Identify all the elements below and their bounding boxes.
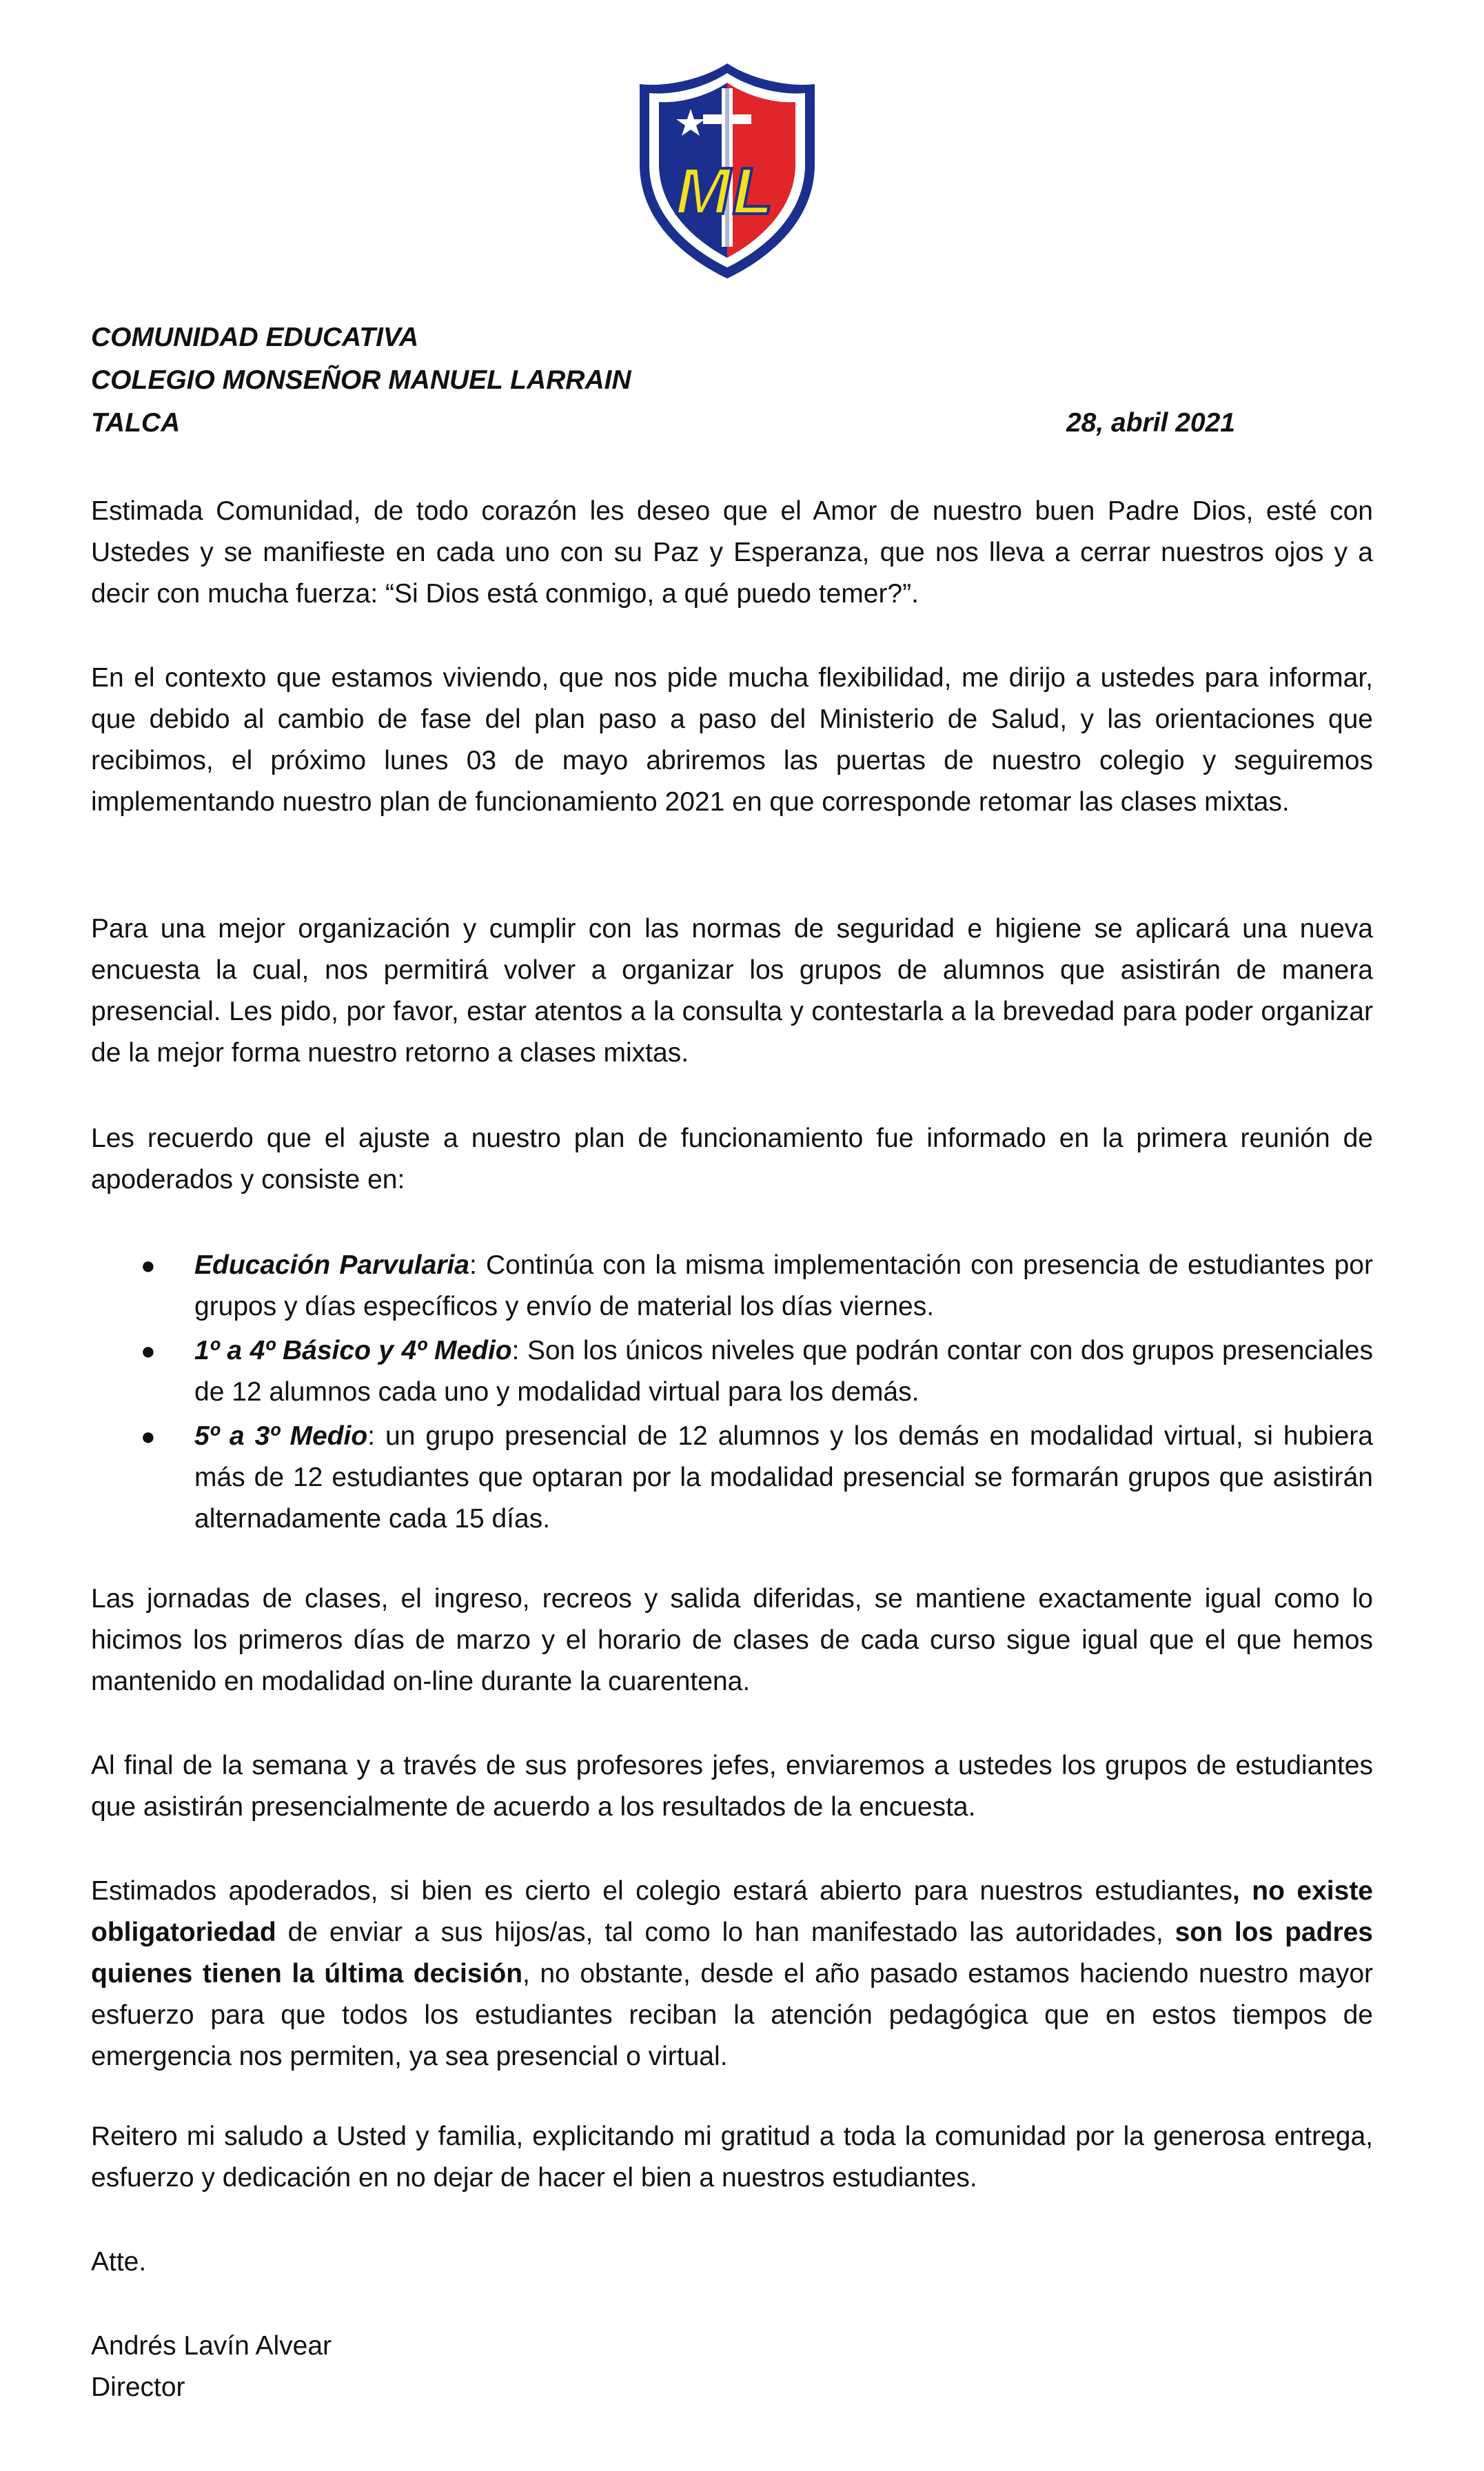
logo-letter-l: L: [732, 154, 773, 228]
school-crest-logo: [634, 61, 820, 281]
list-item-title: 1º a 4º Básico y 4º Medio: [194, 1336, 512, 1365]
paragraph-plan-intro: Les recuerdo que el ajuste a nuestro plan de funcionamiento fue informado en la primera reunión de apoderados y consiste en:: [91, 1123, 1373, 1194]
paragraph-context: En el contexto que estamos viviendo, que nos pide mucha flexibilidad, me dirijo a ustedes para informar, que debido al cambio de fase del plan paso a paso del Ministerio de Salud, y las orientaciones que recibimos, el próximo lunes 03 de mayo abriremos las puertas de nuestro colegio y seguiremos implementando nuestro plan de funcionamiento 2021 en que corresponde retomar las clases mixtas.: [91, 663, 1373, 817]
list-item-title: Educación Parvularia: [194, 1250, 469, 1280]
list-item: [91, 1245, 1373, 1328]
paragraph-survey: Para una mejor organización y cumplir con las normas de seguridad e higiene se aplicará una nueva encuesta la cual, nos permitirá volver a organizar los grupos de alumnos que asistirán de manera presencial. Les pido, por favor, estar atentos a la consulta y contestarla a la brevedad para poder organizar de la mejor forma nuestro retorno a clases mixtas.: [91, 914, 1373, 1068]
paragraph-groups: Al final de la semana y a través de sus profesores jefes, enviaremos a ustedes los grupos de estudiantes que asistirán presencialmente de acuerdo a los resultados de la encuesta.: [91, 1751, 1373, 1822]
letter-date: 28, abril 2021: [1066, 408, 1235, 438]
paragraph-greeting: Estimada Comunidad, de todo corazón les deseo que el Amor de nuestro buen Padre Dios, esté con Ustedes y se manifieste en cada uno con su Paz y Esperanza, que nos lleva a cerrar nuestros ojos y a decir con mucha fuerza: “Si Dios está conmigo, a qué puedo temer?”.: [91, 496, 1373, 609]
header-line-school: COLEGIO MONSEÑOR MANUEL LARRAIN: [91, 365, 631, 395]
signature-name: Andrés Lavín Alvear: [91, 2331, 332, 2361]
emphasis-not-mandatory: , no existe obligatoriedad: [91, 1876, 1373, 1947]
logo-letter-m: M: [675, 154, 731, 228]
shield-icon: [634, 61, 820, 281]
paragraph-thanks: Reitero mi saludo a Usted y familia, explicitando mi gratitud a toda la comunidad por la generosa entrega, esfuerzo y dedicación en no dejar de hacer el bien a nuestros estudiantes.: [91, 2122, 1373, 2193]
header-line-city: TALCA: [91, 408, 181, 438]
list-item-title: 5º a 3º Medio: [194, 1421, 368, 1451]
list-item: [91, 1416, 1373, 1540]
bullet-icon: ●: [141, 1422, 156, 1450]
letter-header: [91, 317, 1235, 445]
bullet-icon: ●: [141, 1336, 156, 1365]
list-item-text: : Son los únicos niveles que podrán contar con dos grupos presenciales de 12 alumnos cada uno y modalidad virtual para los demás.: [194, 1336, 1373, 1407]
header-line-community: COMUNIDAD EDUCATIVA: [91, 323, 419, 352]
signature-title: Director: [91, 2372, 185, 2402]
list-item-text: : Continúa con la misma implementación con presencia de estudiantes por grupos y días específicos y envío de material los días viernes.: [194, 1250, 1373, 1321]
bullet-icon: ●: [141, 1251, 156, 1279]
emphasis-parents-decide: son los padres quienes tienen la última decisión: [91, 1918, 1373, 1989]
paragraph-attendance: Estimados apoderados, si bien es cierto el colegio estará abierto para nuestros estudiantes, no existe obligatoriedad de enviar a sus hijos/as, tal como lo han manifestado las autoridades, son los padres quienes tienen la última decisión, no obstante, desde el año pasado estamos haciendo nuestro mayor esfuerzo para que todos los estudiantes reciban la atención pedagógica que en estos tiempos de emergencia nos permiten, ya sea presencial o virtual.: [91, 1876, 1374, 2071]
paragraph-schedule: Las jornadas de clases, el ingreso, recreos y salida diferidas, se mantiene exactamente igual como lo hicimos los primeros días de marzo y el horario de clases de cada curso sigue igual que el que hemos mantenido en modalidad on-line durante la cuarentena.: [91, 1584, 1373, 1696]
list-item: [91, 1330, 1373, 1413]
list-item-text: : un grupo presencial de 12 alumnos y los demás en modalidad virtual, si hubiera más de 12 estudiantes que optaran por la modalidad presencial se formarán grupos que asistirán alternadamente cada 15 días.: [194, 1421, 1373, 1534]
closing: Atte.: [91, 2247, 147, 2277]
levels-list: [91, 1245, 1373, 1543]
